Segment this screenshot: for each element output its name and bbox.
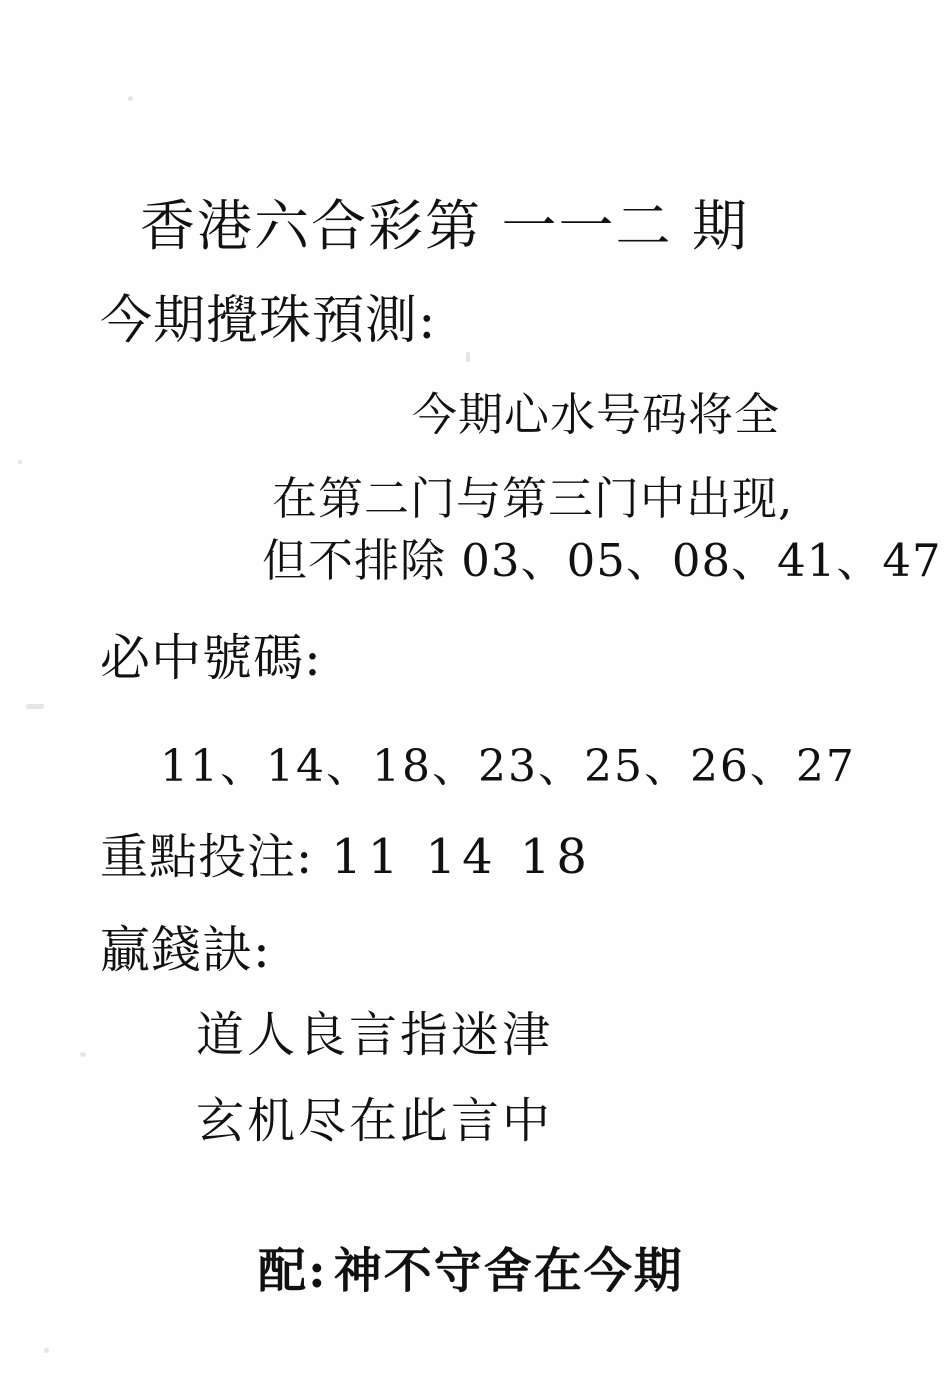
verse-line-2: 玄机尽在此言中 xyxy=(196,1093,554,1149)
page-title: 香港六合彩第 一一二 期 xyxy=(140,194,749,258)
pair-text: 神不守舍在今期 xyxy=(333,1243,684,1299)
win-formula-label: 贏錢訣: xyxy=(100,921,271,979)
pair-label: 配: xyxy=(258,1243,328,1299)
prediction-line-3: 但不排除 03、05、08、41、47 xyxy=(262,534,942,587)
focus-bet-numbers: 11 14 18 xyxy=(331,829,593,885)
focus-bet-row xyxy=(100,818,593,887)
prediction-section-label: 今期攪珠預測: xyxy=(100,291,437,351)
pair-row xyxy=(258,1232,684,1301)
prediction-line-1: 今期心水号码将全 xyxy=(412,388,781,441)
verse-line-1: 道人良言指迷津 xyxy=(196,1007,554,1063)
sure-numbers-value: 11、14、18、23、25、26、27 xyxy=(160,741,856,792)
prediction-line-2: 在第二门与第三门中出现, xyxy=(272,472,794,525)
focus-bet-label: 重點投注: xyxy=(100,829,314,885)
sure-numbers-label: 必中號碼: xyxy=(100,629,322,687)
